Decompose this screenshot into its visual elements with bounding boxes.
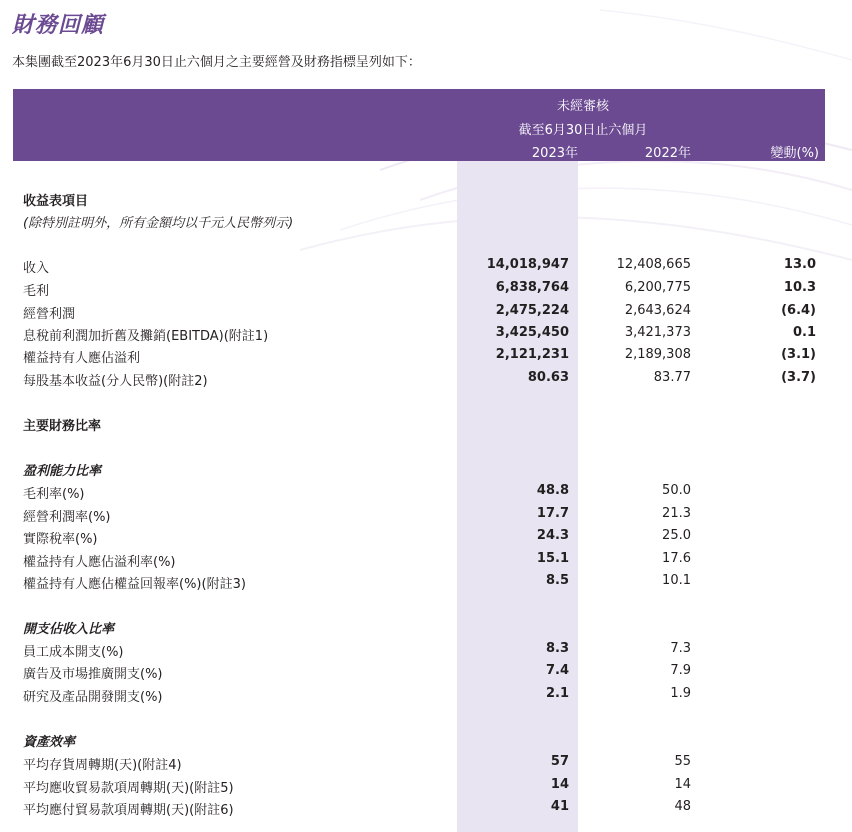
value-2023: 7.4 <box>545 663 569 678</box>
value-change: (3.7) <box>781 370 816 385</box>
value-2023: 2,475,224 <box>495 303 569 318</box>
section-heading <box>0 188 852 210</box>
subsection-heading <box>0 458 852 480</box>
value-2022: 48 <box>674 799 691 814</box>
section-heading <box>0 413 852 435</box>
value-change: 0.1 <box>792 325 816 340</box>
row-label: 研究及產品開發開支(%) <box>23 690 163 705</box>
row-label: 息稅前利潤加折舊及攤銷(EBITDA)(附註1) <box>23 329 269 344</box>
subsection-heading <box>0 616 852 638</box>
value-2023: 80.63 <box>527 370 569 385</box>
table-row <box>0 368 852 390</box>
table-row <box>0 504 852 526</box>
value-change: 10.3 <box>783 280 816 295</box>
row-label: 每股基本收益(分人民幣)(附註2) <box>23 374 208 389</box>
value-2022: 50.0 <box>662 483 691 498</box>
table-row <box>0 481 852 503</box>
table-row <box>0 526 852 548</box>
income-note: (除特別註明外，所有金額均以千元人民幣列示) <box>23 216 294 231</box>
expense-heading: 開支佔收入比率 <box>23 622 115 637</box>
value-2023: 8.5 <box>545 573 569 588</box>
value-2023: 41 <box>550 799 569 814</box>
row-label: 毛利率(%) <box>23 487 85 502</box>
table-row <box>0 639 852 661</box>
subsection-heading <box>0 729 852 751</box>
row-label: 平均存貨周轉期(天)(附註4) <box>23 758 182 773</box>
row-label: 廣告及市場推廣開支(%) <box>23 667 163 682</box>
header-col-2023: 2023年 <box>531 146 578 161</box>
row-label: 權益持有人應佔溢利 <box>23 351 141 366</box>
value-2023: 8.3 <box>545 641 569 656</box>
table-row <box>0 684 852 706</box>
table-row <box>0 301 852 323</box>
table-row <box>0 323 852 345</box>
value-2022: 25.0 <box>662 528 691 543</box>
row-label: 實際稅率(%) <box>23 532 98 547</box>
section-note <box>0 210 852 232</box>
header-unaudited: 未經審核 <box>556 99 609 114</box>
value-2023: 57 <box>550 754 569 769</box>
row-label: 平均應收貿易款項周轉期(天)(附註5) <box>23 781 234 796</box>
value-2022: 12,408,665 <box>616 257 691 272</box>
header-period: 截至6月30日止六個月 <box>518 123 648 138</box>
value-2023: 48.8 <box>536 483 569 498</box>
value-2023: 24.3 <box>536 528 569 543</box>
value-2023: 3,425,450 <box>495 325 569 340</box>
value-2023: 2,121,231 <box>495 347 569 362</box>
value-2022: 7.9 <box>670 663 691 678</box>
page-title: 財務回顧 <box>12 13 105 38</box>
row-label: 平均應付貿易款項周轉期(天)(附註6) <box>23 803 234 818</box>
value-2022: 21.3 <box>662 506 691 521</box>
ratios-heading: 主要財務比率 <box>23 419 102 434</box>
table-row <box>0 661 852 683</box>
row-label: 權益持有人應佔溢利率(%) <box>23 555 176 570</box>
table-row <box>0 255 852 277</box>
value-2022: 17.6 <box>662 551 691 566</box>
value-2022: 14 <box>674 777 691 792</box>
value-2023: 15.1 <box>536 551 569 566</box>
table-row <box>0 345 852 367</box>
row-label: 員工成本開支(%) <box>23 645 124 660</box>
table-row <box>0 797 852 819</box>
value-2022: 83.77 <box>653 370 691 385</box>
row-label: 毛利 <box>23 284 50 299</box>
value-2022: 7.3 <box>670 641 691 656</box>
value-2022: 3,421,373 <box>624 325 691 340</box>
value-2023: 6,838,764 <box>495 280 569 295</box>
value-change: (3.1) <box>781 347 816 362</box>
value-2023: 2.1 <box>545 686 569 701</box>
table-row <box>0 278 852 300</box>
profitability-heading: 盈利能力比率 <box>23 464 102 479</box>
row-label: 收入 <box>23 261 50 276</box>
value-2022: 1.9 <box>670 686 691 701</box>
row-label: 經營利潤 <box>23 307 76 322</box>
value-2023: 17.7 <box>536 506 569 521</box>
header-col-change: 變動(%) <box>770 146 819 161</box>
value-2022: 55 <box>674 754 691 769</box>
income-heading: 收益表項目 <box>23 194 89 209</box>
value-2023: 14 <box>550 777 569 792</box>
value-2022: 6,200,775 <box>624 280 691 295</box>
value-change: (6.4) <box>781 303 816 318</box>
table-row <box>0 549 852 571</box>
table-row <box>0 571 852 593</box>
table-row <box>0 752 852 774</box>
row-label: 經營利潤率(%) <box>23 510 111 525</box>
value-2022: 10.1 <box>662 573 691 588</box>
efficiency-heading: 資產效率 <box>23 735 76 750</box>
value-2022: 2,189,308 <box>624 347 691 362</box>
table-row <box>0 775 852 797</box>
value-2022: 2,643,624 <box>624 303 691 318</box>
value-change: 13.0 <box>783 257 816 272</box>
row-label: 權益持有人應佔權益回報率(%)(附註3) <box>23 577 246 592</box>
intro-text: 本集團截至2023年6月30日止六個月之主要經營及財務指標呈列如下： <box>12 55 421 70</box>
header-col-2022: 2022年 <box>644 146 691 161</box>
value-2023: 14,018,947 <box>486 257 569 272</box>
